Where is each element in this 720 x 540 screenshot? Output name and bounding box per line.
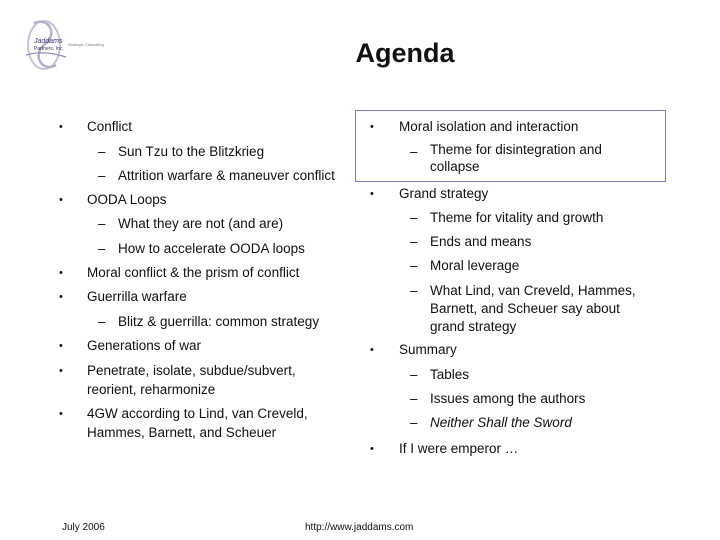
left-sub-sun-tzu: Sun Tzu to the Blitzkrieg <box>118 144 265 159</box>
left-bullet-ooda: OODA Loops <box>87 192 167 207</box>
footer-date: July 2006 <box>62 522 105 533</box>
bullet-icon: • <box>59 340 63 352</box>
bullet-icon: • <box>370 443 374 455</box>
left-sub-blitz: Blitz & guerrilla: common strategy <box>118 314 320 329</box>
dash-icon: – <box>410 144 418 159</box>
bullet-icon: • <box>370 188 374 200</box>
logo-tagline: Strategic Consulting <box>68 42 104 47</box>
right-sub-issues: Issues among the authors <box>430 391 586 406</box>
right-sub-neither-shall: Neither Shall the Sword <box>430 415 572 430</box>
left-bullet-moral-conflict: Moral conflict & the prism of conflict <box>87 265 300 280</box>
bullet-icon: • <box>59 291 63 303</box>
dash-icon: – <box>410 258 418 273</box>
right-sub-tables: Tables <box>430 367 470 382</box>
dash-icon: – <box>98 144 106 159</box>
bullet-icon: • <box>59 194 63 206</box>
dash-icon: – <box>98 168 106 183</box>
dash-icon: – <box>410 367 418 382</box>
dash-icon: – <box>410 283 418 298</box>
left-bullet-generations: Generations of war <box>87 338 202 353</box>
dash-icon: – <box>410 210 418 225</box>
bullet-icon: • <box>370 121 374 133</box>
dash-icon: – <box>410 391 418 406</box>
right-sub-ends-means: Ends and means <box>430 234 532 249</box>
slide-title: Agenda <box>355 38 455 68</box>
right-bullet-summary: Summary <box>399 342 457 357</box>
right-bullet-grand-strategy: Grand strategy <box>399 186 489 201</box>
left-bullet-penetrate: Penetrate, isolate, subdue/subvert, reorient, reharmonize <box>87 363 296 397</box>
bullet-icon: • <box>59 408 63 420</box>
left-sub-attrition: Attrition warfare & maneuver conflict <box>118 168 335 183</box>
bullet-icon: • <box>370 344 374 356</box>
left-sub-accelerate: How to accelerate OODA loops <box>118 241 305 256</box>
bullet-icon: • <box>59 121 63 133</box>
bullet-icon: • <box>59 365 63 377</box>
left-sub-what-they-are: What they are not (and are) <box>118 216 284 231</box>
left-bullet-4gw: 4GW according to Lind, van Creveld, Hammes, Barnett, and Scheuer <box>87 406 308 440</box>
dash-icon: – <box>410 234 418 249</box>
right-sub-what-lind: What Lind, van Creveld, Hammes, Barnett, and Scheuer say about grand strategy <box>430 283 636 334</box>
dash-icon: – <box>410 415 418 430</box>
logo-text-sub: Partners, Inc. <box>34 46 64 52</box>
dash-icon: – <box>98 216 106 231</box>
left-bullet-conflict: Conflict <box>87 119 133 134</box>
footer-url[interactable]: http://www.jaddams.com <box>305 522 414 533</box>
right-sub-disintegration: Theme for disintegration and collapse <box>430 142 602 174</box>
right-bullet-moral-isolation: Moral isolation and interaction <box>399 119 579 134</box>
right-sub-vitality: Theme for vitality and growth <box>430 210 604 225</box>
left-bullet-guerrilla: Guerrilla warfare <box>87 289 187 304</box>
dash-icon: – <box>98 314 106 329</box>
logo-text-main: Jaddams <box>34 38 63 45</box>
dash-icon: – <box>98 241 106 256</box>
right-sub-moral-leverage: Moral leverage <box>430 258 520 273</box>
right-bullet-emperor: If I were emperor … <box>399 441 519 456</box>
bullet-icon: • <box>59 267 63 279</box>
